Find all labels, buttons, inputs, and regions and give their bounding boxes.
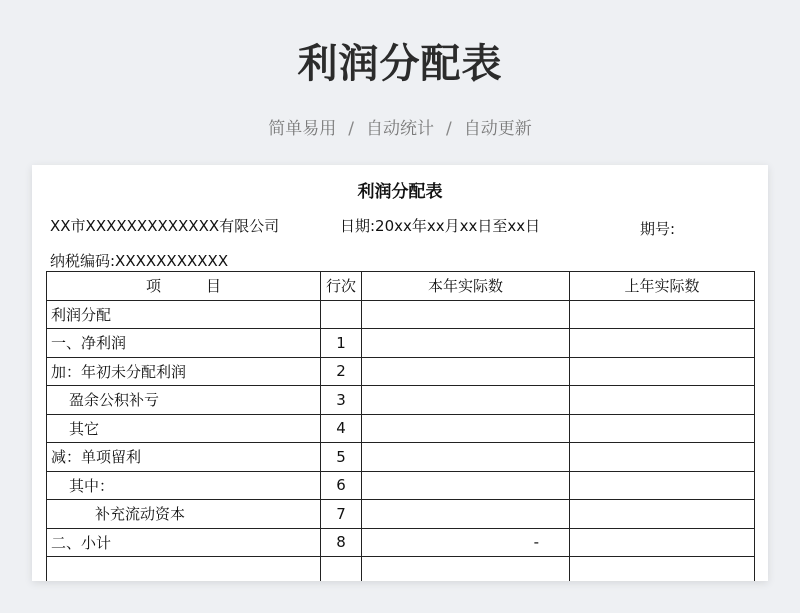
cell-current-year[interactable] [362, 329, 570, 358]
subtitle-separator: / [348, 119, 354, 139]
cell-line-number[interactable]: 5 [321, 443, 362, 472]
cell-line-number[interactable]: 4 [321, 414, 362, 443]
cell-item[interactable]: 加：年初未分配利润 [47, 357, 321, 386]
cell-previous-year[interactable] [570, 386, 755, 415]
banner-title: 利润分配表 [297, 41, 503, 87]
cell-previous-year[interactable] [570, 500, 755, 529]
cell-current-year[interactable] [362, 357, 570, 386]
cell-previous-year[interactable] [570, 357, 755, 386]
cell-line-number[interactable]: 2 [321, 357, 362, 386]
cell-current-year[interactable] [362, 300, 570, 329]
table-row [47, 443, 755, 472]
subtitle-item-auto-update: 自动更新 [463, 119, 532, 139]
subtitle-item-easy: 简单易用 [268, 119, 337, 139]
header-previous-year[interactable]: 上年实际数 [570, 272, 755, 301]
table-row [47, 471, 755, 500]
table-row [47, 300, 755, 329]
cell-item[interactable]: 减：单项留利 [47, 443, 321, 472]
cell-current-year[interactable] [362, 443, 570, 472]
cell-current-year[interactable] [362, 500, 570, 529]
period-number[interactable]: 期号: [640, 220, 676, 238]
table-row [47, 500, 755, 529]
company-name[interactable]: XX市XXXXXXXXXXXXX有限公司 [50, 217, 280, 235]
cell-item[interactable]: 其中： [47, 471, 321, 500]
spreadsheet-sheet [32, 165, 768, 581]
table-row [47, 386, 755, 415]
cell-previous-year[interactable] [570, 329, 755, 358]
cell-item[interactable]: 盈余公积补亏 [47, 386, 321, 415]
cell-current-year[interactable]: - [362, 528, 570, 557]
cell-item[interactable]: 一、净利润 [47, 329, 321, 358]
cell-item[interactable]: 二、小计 [47, 528, 321, 557]
table-row [47, 557, 755, 582]
cell-current-year[interactable] [362, 471, 570, 500]
cell-line-number[interactable]: 8 [321, 528, 362, 557]
cell-line-number[interactable]: 3 [321, 386, 362, 415]
tax-id[interactable]: 纳税编码:XXXXXXXXXXX [50, 252, 229, 270]
cell-line-number[interactable]: 1 [321, 329, 362, 358]
table-row [47, 414, 755, 443]
cell-previous-year[interactable] [570, 300, 755, 329]
header-item[interactable]: 项 目 [47, 272, 321, 301]
profit-distribution-table [46, 271, 755, 581]
date-range[interactable]: 日期:20xx年xx月xx日至xx日 [340, 217, 541, 235]
cell-item[interactable] [47, 557, 321, 582]
cell-current-year[interactable] [362, 414, 570, 443]
table-header-row [47, 272, 755, 301]
cell-previous-year[interactable] [570, 443, 755, 472]
cell-current-year[interactable] [362, 386, 570, 415]
cell-previous-year[interactable] [570, 414, 755, 443]
banner-subtitle [0, 114, 800, 139]
cell-line-number[interactable]: 6 [321, 471, 362, 500]
cell-item[interactable]: 利润分配 [47, 300, 321, 329]
cell-line-number[interactable]: 7 [321, 500, 362, 529]
cell-line-number[interactable] [321, 557, 362, 582]
header-current-year[interactable]: 本年实际数 [362, 272, 570, 301]
cell-previous-year[interactable] [570, 471, 755, 500]
table-row [47, 357, 755, 386]
subtitle-separator: / [446, 119, 452, 139]
table-row [47, 329, 755, 358]
cell-current-year[interactable] [362, 557, 570, 582]
cell-item[interactable]: 其它 [47, 414, 321, 443]
cell-item[interactable]: 补充流动资本 [47, 500, 321, 529]
cell-previous-year[interactable] [570, 528, 755, 557]
cell-line-number[interactable] [321, 300, 362, 329]
header-line-number[interactable]: 行次 [321, 272, 362, 301]
cell-previous-year[interactable] [570, 557, 755, 582]
sheet-title: 利润分配表 [357, 182, 443, 202]
table-row [47, 528, 755, 557]
subtitle-item-auto-stats: 自动统计 [366, 119, 434, 139]
